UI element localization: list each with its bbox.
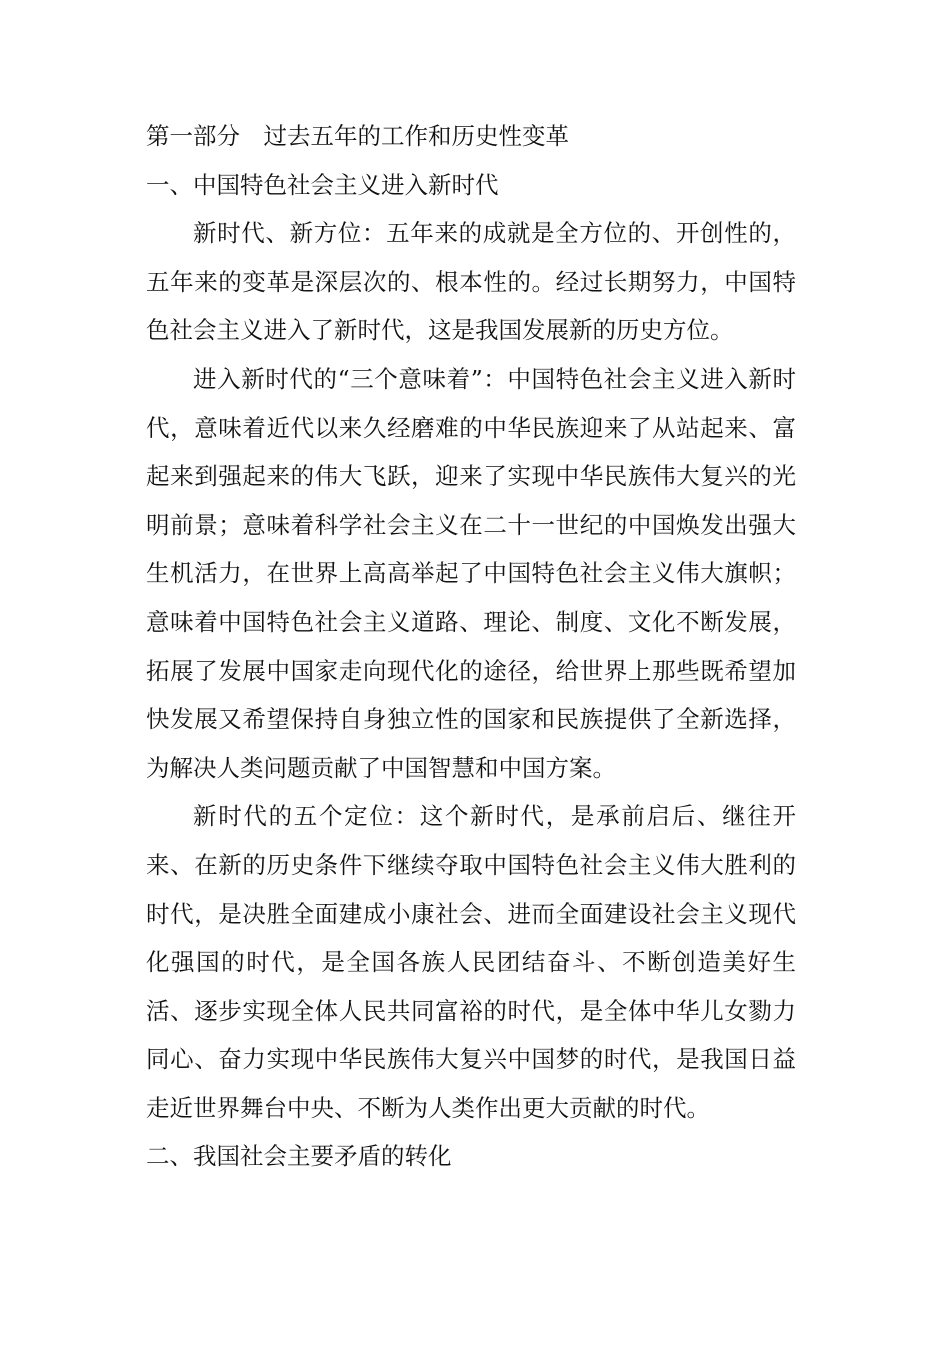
part-title: 第一部分 过去五年的工作和历史性变革 bbox=[146, 122, 569, 150]
document-body bbox=[146, 112, 796, 1181]
paragraph-new-era-position: 新时代、新方位：五年来的成就是全方位的、开创性的，五年来的变革是深层次的、根本性的。经过长期努力，中国特色社会主义进入了新时代，这是我国发展新的历史方位。 bbox=[146, 219, 796, 345]
section-heading-2: 二、我国社会主要矛盾的转化 bbox=[146, 1142, 452, 1171]
section-heading-1: 一、中国特色社会主义进入新时代 bbox=[146, 170, 499, 199]
paragraph-five-positions: 新时代的五个定位：这个新时代，是承前启后、继往开来、在新的历史条件下继续夺取中国特色社会主义伟大胜利的时代，是决胜全面建成小康社会、进而全面建设社会主义现代化强国的时代，是全国各族人民团结奋斗、不断创造美好生活、逐步实现全体人民共同富裕的时代，是全体中华儿女勠力同心、奋力实现中华民族伟大复兴中国梦的时代，是我国日益走近世界舞台中央、不断为人类作出更大贡献的时代。 bbox=[146, 802, 796, 1122]
paragraph-three-meanings: 进入新时代的“三个意味着”：中国特色社会主义进入新时代，意味着近代以来久经磨难的中华民族迎来了从站起来、富起来到强起来的伟大飞跃，迎来了实现中华民族伟大复兴的光明前景；意味着科学社会主义在二十一世纪的中国焕发出强大生机活力，在世界上高高举起了中国特色社会主义伟大旗帜；意味着中国特色社会主义道路、理论、制度、文化不断发展，拓展了发展中国家走向现代化的途径，给世界上那些既希望加快发展又希望保持自身独立性的国家和民族提供了全新选择，为解决人类问题贡献了中国智慧和中国方案。 bbox=[146, 364, 796, 782]
